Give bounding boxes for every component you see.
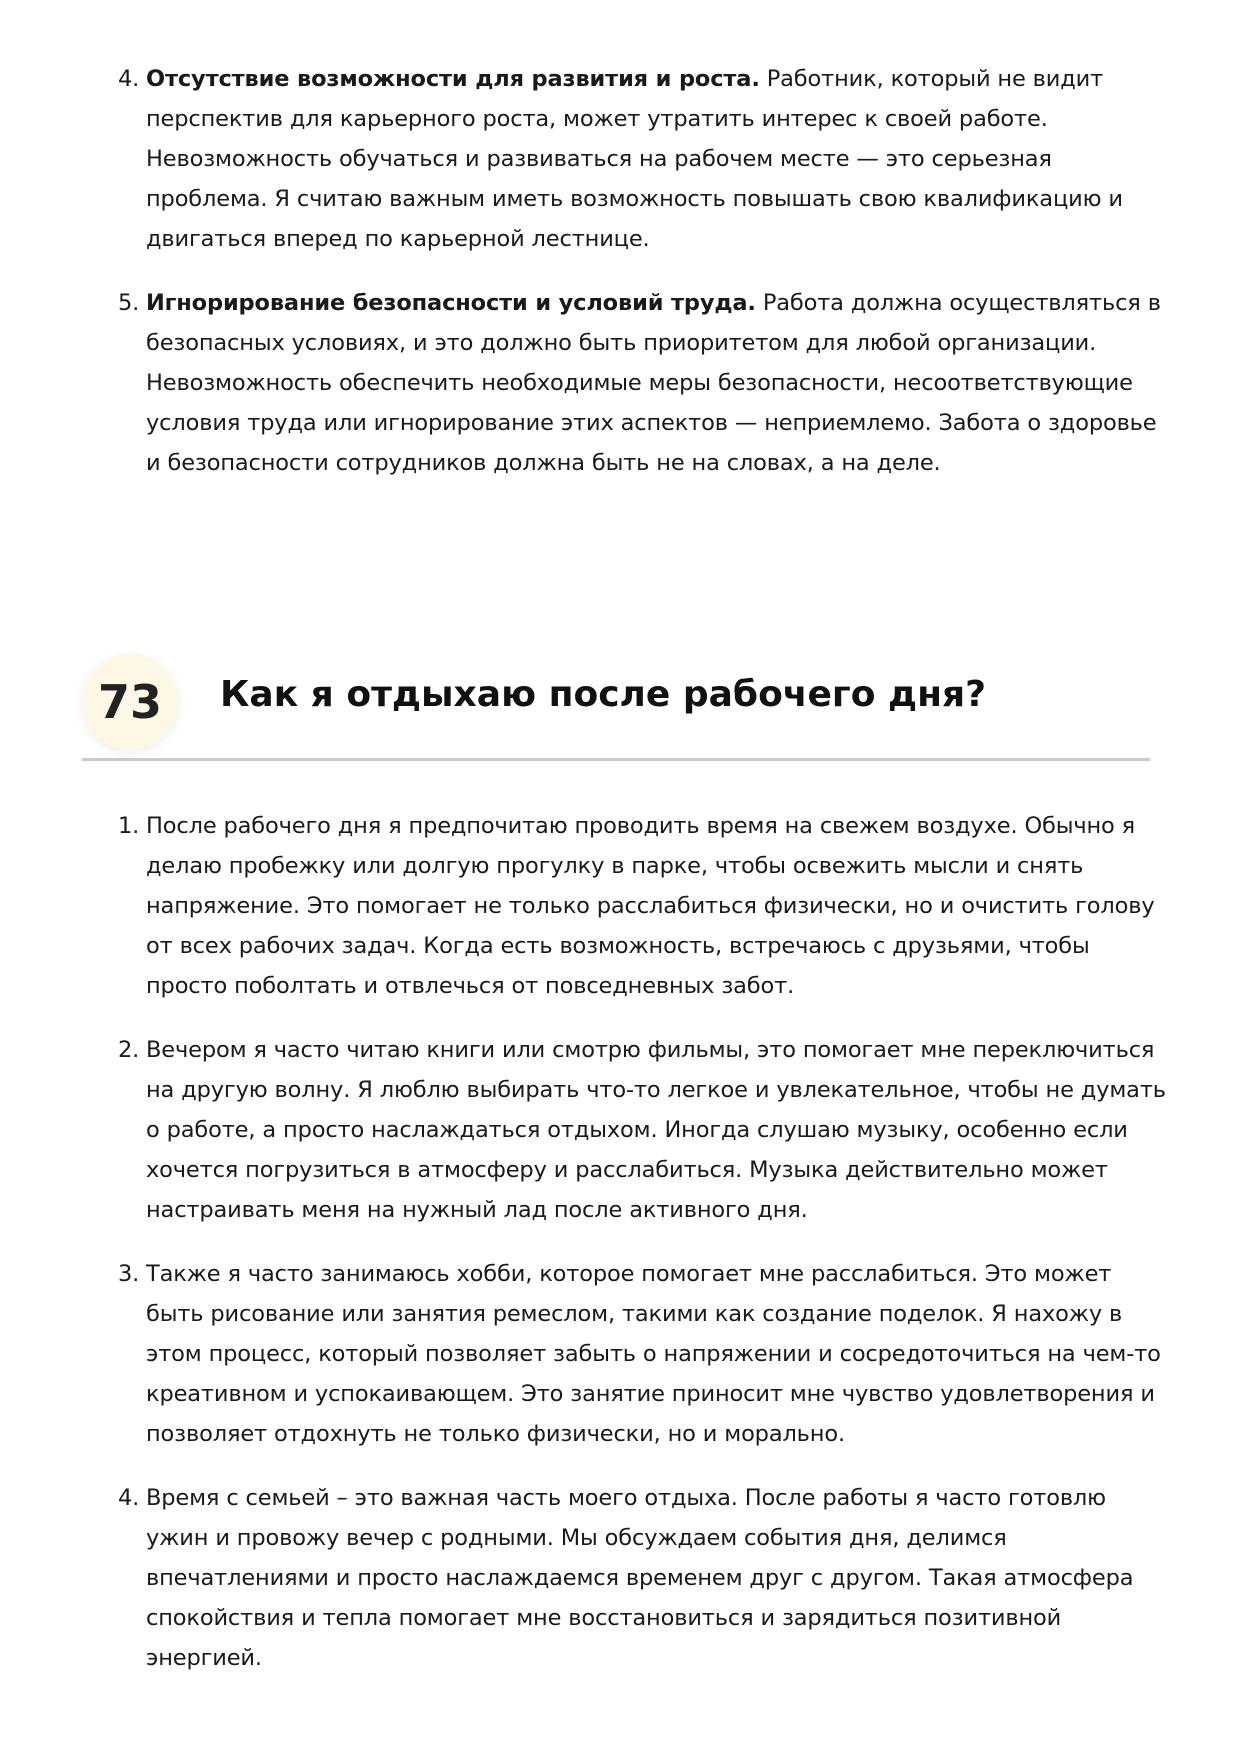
list-item-number: 5.: [118, 290, 140, 316]
list-item: [118, 806, 1168, 1006]
list-item-text: Работник, который не видит перспектив для карьерного роста, может утратить интерес к своей работе. Невозможность обучаться и развиваться на рабочем месте — это серьезная проблема. Я считаю важным иметь возможность повышать свою квалификацию и двигаться вперед по карьерной лестнице.: [146, 66, 1123, 252]
list-item-number: 3.: [118, 1261, 140, 1287]
list-item-number: 1.: [118, 813, 140, 839]
list-item-heading: Отсутствие возможности для развития и роста.: [146, 66, 760, 92]
list-item: [118, 59, 1168, 259]
list-item: [118, 283, 1168, 483]
list-item-text: Вечером я часто читаю книги или смотрю фильмы, это помогает мне переключиться на другую волну. Я люблю выбирать что-то легкое и увлекательное, чтобы не думать о работе, а просто наслаждаться отдыхом. Иногда слушаю музыку, особенно если хочется погрузиться в атмосферу и расслабиться. Музыка действительно может настраивать меня на нужный лад после активного дня.: [146, 1037, 1166, 1223]
list-item: [118, 1254, 1168, 1454]
bottom-numbered-list: [118, 806, 1168, 1702]
section-divider: [82, 758, 1150, 761]
list-item: [118, 1030, 1168, 1230]
top-numbered-list: [118, 59, 1168, 507]
list-item-heading: Игнорирование безопасности и условий труда.: [146, 290, 756, 316]
list-item-number: 4.: [118, 66, 140, 92]
list-item: [118, 1478, 1168, 1678]
list-item-text: После рабочего дня я предпочитаю проводить время на свежем воздухе. Обычно я делаю пробежку или долгую прогулку в парке, чтобы освежить мысли и снять напряжение. Это помогает не только расслабиться физически, но и очистить голову от всех рабочих задач. Когда есть возможность, встречаюсь с друзьями, чтобы просто поболтать и отвлечься от повседневных забот.: [146, 813, 1155, 999]
list-item-text: Работа должна осуществляться в безопасных условиях, и это должно быть приоритетом для любой организации. Невозможность обеспечить необходимые меры безопасности, несоответствующие условия труда или игнорирование этих аспектов — неприемлемо. Забота о здоровье и безопасности сотрудников должна быть не на словах, а на деле.: [146, 290, 1161, 476]
section-header: [82, 654, 1150, 766]
section-number-badge: 73: [82, 654, 178, 750]
list-item-text: Время с семьей – это важная часть моего отдыха. После работы я часто готовлю ужин и провожу вечер с родными. Мы обсуждаем события дня, делимся впечатлениями и просто наслаждаемся временем друг с другом. Такая атмосфера спокойствия и тепла помогает мне восстановиться и зарядиться позитивной энергией.: [146, 1485, 1134, 1671]
list-item-number: 2.: [118, 1037, 140, 1063]
list-item-number: 4.: [118, 1485, 140, 1511]
section-title: Как я отдыхаю после рабочего дня?: [220, 674, 986, 715]
list-item-text: Также я часто занимаюсь хобби, которое помогает мне расслабиться. Это может быть рисование или занятия ремеслом, такими как создание поделок. Я нахожу в этом процесс, который позволяет забыть о напряжении и сосредоточиться на чем-то креативном и успокаивающем. Это занятие приносит мне чувство удовлетворения и позволяет отдохнуть не только физически, но и морально.: [146, 1261, 1161, 1447]
